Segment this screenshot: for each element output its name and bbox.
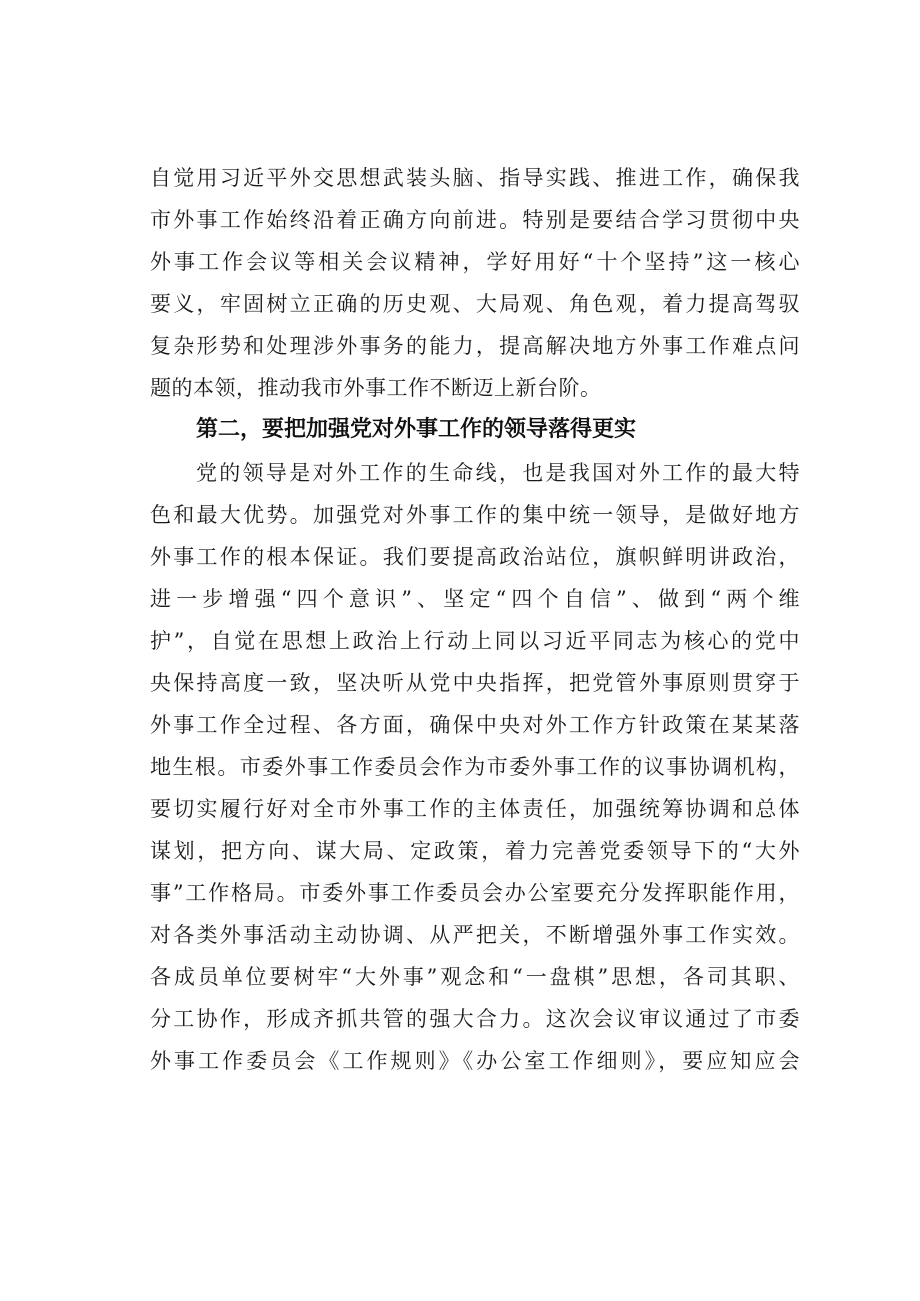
paragraph-line: 外事工作全过程、各方面，确保中央对外工作方针政策在某某落	[150, 713, 800, 737]
paragraph-line: 自觉用习近平外交思想武装头脑、指导实践、推进工作，确保我	[150, 166, 800, 190]
paragraph-line: 进一步增强“四个意识”、坚定“四个自信”、做到“两个维	[150, 587, 800, 611]
section-heading: 第二，要把加强党对外事工作的领导落得更实	[196, 417, 637, 442]
paragraph-line: 事”工作格局。市委外事工作委员会办公室要充分发挥职能作用，	[150, 881, 800, 905]
paragraph-line: 党的领导是对外工作的生命线，也是我国对外工作的最大特	[196, 461, 800, 485]
paragraph-line: 外事工作委员会《工作规则》《办公室工作细则》，要应知应会	[150, 1049, 800, 1073]
paragraph-line: 谋划，把方向、谋大局、定政策，着力完善党委领导下的“大外	[150, 839, 800, 863]
paragraph-line: 央保持高度一致，坚决听从党中央指挥，把党管外事原则贯穿于	[150, 671, 800, 695]
paragraph-line: 外事工作的根本保证。我们要提高政治站位，旗帜鲜明讲政治，	[150, 545, 800, 569]
paragraph-line: 外事工作会议等相关会议精神，学好用好“十个坚持”这一核心	[150, 250, 800, 274]
paragraph-line: 题的本领，推动我市外事工作不断迈上新台阶。	[150, 376, 602, 400]
paragraph-line: 市外事工作始终沿着正确方向前进。特别是要结合学习贯彻中央	[150, 208, 800, 232]
paragraph-line: 要义，牢固树立正确的历史观、大局观、角色观，着力提高驾驭	[150, 292, 800, 316]
section-heading-wrapper	[150, 409, 800, 451]
paragraph-line: 分工协作，形成齐抓共管的强大合力。这次会议审议通过了市委	[150, 1007, 800, 1031]
paragraph-party-leadership	[150, 452, 800, 1082]
paragraph-continued	[150, 157, 800, 409]
paragraph-line: 各成员单位要树牢“大外事”观念和“一盘棋”思想，各司其职、	[150, 965, 800, 989]
paragraph-line: 地生根。市委外事工作委员会作为市委外事工作的议事协调机构，	[150, 755, 800, 779]
paragraph-line: 对各类外事活动主动协调、从严把关，不断增强外事工作实效。	[150, 923, 800, 947]
paragraph-line: 色和最大优势。加强党对外事工作的集中统一领导，是做好地方	[150, 503, 800, 527]
paragraph-line: 复杂形势和处理涉外事务的能力，提高解决地方外事工作难点问	[150, 334, 800, 358]
paragraph-line: 护”，自觉在思想上政治上行动上同以习近平同志为核心的党中	[150, 629, 800, 653]
paragraph-line: 要切实履行好对全市外事工作的主体责任，加强统筹协调和总体	[150, 797, 800, 821]
